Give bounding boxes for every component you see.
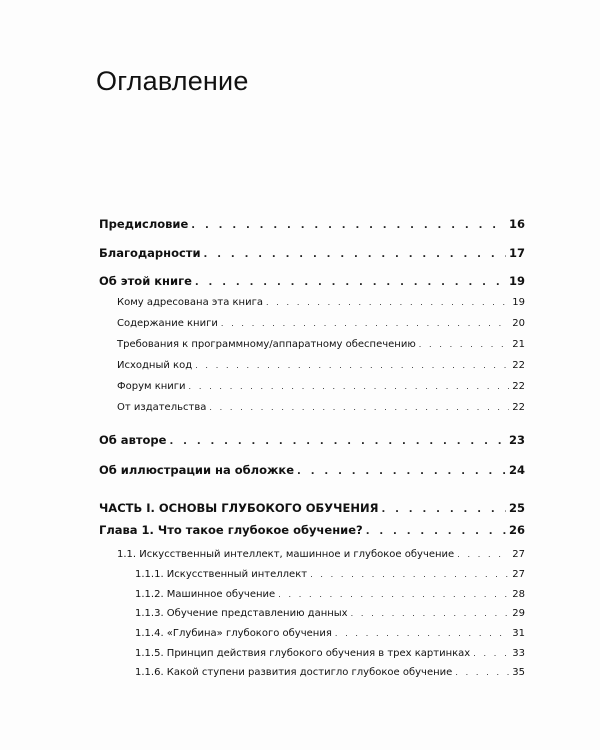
toc-entry-page: 19 xyxy=(512,297,525,308)
toc-entry-from-publisher[interactable] xyxy=(117,402,525,413)
toc-entry-source-code[interactable] xyxy=(117,360,525,371)
leader-dots xyxy=(266,298,509,307)
toc-entry-label: Предисловие xyxy=(99,217,189,231)
toc-entry-chapter-1[interactable] xyxy=(99,523,525,537)
toc-entry-page: 26 xyxy=(508,523,525,537)
toc-entry-page: 20 xyxy=(512,318,525,329)
toc-entry-page: 22 xyxy=(512,402,525,413)
toc-entry-label: Форум книги xyxy=(117,381,186,392)
toc-entry-page: 23 xyxy=(508,433,525,447)
leader-dots xyxy=(209,403,509,412)
toc-entry-label: 1.1.6. Какой ступени развития достигло глубокое обучение xyxy=(135,667,453,678)
toc-entry-label: Требования к программному/аппаратному обеспечению xyxy=(117,339,416,350)
toc-entry-page: 28 xyxy=(512,589,525,600)
leader-dots xyxy=(381,504,506,515)
toc-entry-section-1-1-5[interactable] xyxy=(135,648,525,659)
toc-entry-label: Благодарности xyxy=(99,246,201,260)
toc-entry-about-book[interactable] xyxy=(99,274,525,288)
toc-entry-section-1-1-1[interactable] xyxy=(135,569,525,580)
leader-dots xyxy=(419,340,510,349)
toc-entry-contents[interactable] xyxy=(117,318,525,329)
toc-entry-requirements[interactable] xyxy=(117,339,525,350)
page-title: Оглавление xyxy=(96,66,249,96)
leader-dots xyxy=(297,466,506,477)
leader-dots xyxy=(455,668,509,677)
toc-entry-label: Исходный код xyxy=(117,360,193,371)
toc-entry-about-author[interactable] xyxy=(99,433,525,447)
toc-entry-label: От издательства xyxy=(117,402,207,413)
toc-entry-page: 21 xyxy=(512,339,525,350)
toc-entry-page: 35 xyxy=(512,667,525,678)
toc-entry-section-1-1-4[interactable] xyxy=(135,628,525,639)
toc-entry-section-1-1-6[interactable] xyxy=(135,667,525,678)
toc-entry-cover-illustration[interactable] xyxy=(99,463,525,477)
toc-entry-section-1-1-2[interactable] xyxy=(135,589,525,600)
toc-entry-label: Кому адресована эта книга xyxy=(117,297,263,308)
toc-entry-page: 29 xyxy=(512,608,525,619)
toc-entry-label: Глава 1. Что такое глубокое обучение? xyxy=(99,523,363,537)
toc-entry-label: 1.1.5. Принцип действия глубокого обучения в трех картинках xyxy=(135,648,471,659)
toc-entry-page: 25 xyxy=(508,501,525,515)
toc-entry-label: Об этой книге xyxy=(99,274,192,288)
toc-entry-audience[interactable] xyxy=(117,297,525,308)
leader-dots xyxy=(310,570,509,579)
leader-dots xyxy=(457,550,509,559)
toc-entry-label: ЧАСТЬ I. ОСНОВЫ ГЛУБОКОГО ОБУЧЕНИЯ xyxy=(99,501,379,515)
leader-dots xyxy=(204,249,506,260)
toc-entry-page: 31 xyxy=(512,628,525,639)
toc-entry-label: 1.1. Искусственный интеллект, машинное и глубокое обучение xyxy=(117,549,455,560)
leader-dots xyxy=(191,220,506,231)
leader-dots xyxy=(195,361,509,370)
toc-entry-label: 1.1.1. Искусственный интеллект xyxy=(135,569,308,580)
toc-entry-section-1-1[interactable] xyxy=(117,549,525,560)
leader-dots xyxy=(189,382,510,391)
toc-entry-page: 27 xyxy=(512,569,525,580)
toc-entry-section-1-1-3[interactable] xyxy=(135,608,525,619)
leader-dots xyxy=(169,436,506,447)
toc-entry-page: 33 xyxy=(512,648,525,659)
leader-dots xyxy=(221,319,509,328)
toc-entry-forum[interactable] xyxy=(117,381,525,392)
leader-dots xyxy=(195,277,506,288)
toc-entry-page: 24 xyxy=(508,463,525,477)
toc-entry-acknowledgements[interactable] xyxy=(99,246,525,260)
toc-entry-page: 22 xyxy=(512,381,525,392)
toc-entry-part-1[interactable] xyxy=(99,501,525,515)
toc-entry-label: 1.1.2. Машинное обучение xyxy=(135,589,276,600)
toc-entry-page: 22 xyxy=(512,360,525,371)
toc-entry-preface[interactable] xyxy=(99,217,525,231)
toc-entry-label: Об авторе xyxy=(99,433,167,447)
toc-entry-label: 1.1.3. Обучение представлению данных xyxy=(135,608,348,619)
toc-entry-label: Содержание книги xyxy=(117,318,218,329)
toc-entry-label: 1.1.4. «Глубина» глубокого обучения xyxy=(135,628,332,639)
leader-dots xyxy=(473,649,509,658)
toc-entry-page: 19 xyxy=(508,274,525,288)
leader-dots xyxy=(335,629,509,638)
leader-dots xyxy=(278,590,509,599)
toc-entry-page: 27 xyxy=(512,549,525,560)
toc-entry-page: 16 xyxy=(508,217,525,231)
leader-dots xyxy=(366,526,506,537)
leader-dots xyxy=(351,609,510,618)
toc-entry-page: 17 xyxy=(508,246,525,260)
toc-entry-label: Об иллюстрации на обложке xyxy=(99,463,295,477)
